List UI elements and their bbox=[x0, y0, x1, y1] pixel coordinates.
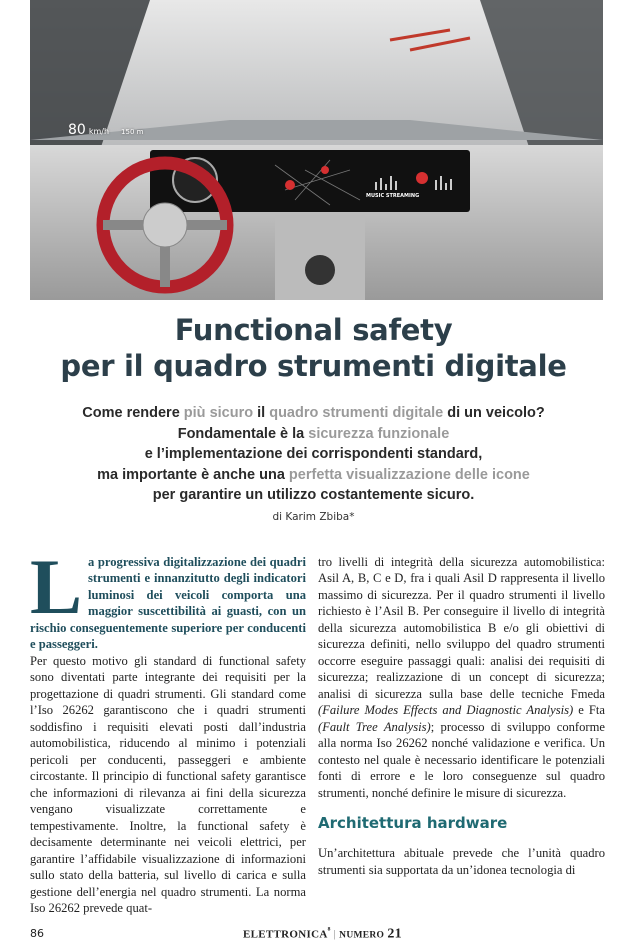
body-paragraph bbox=[318, 554, 605, 802]
subtitle-highlight: perfetta visualizzazione delle icone bbox=[289, 467, 530, 483]
article-body bbox=[0, 554, 627, 917]
magazine-name: ELETTRONICA bbox=[243, 928, 328, 940]
subtitle-highlight: più sicuro bbox=[184, 405, 253, 421]
footer-divider: | bbox=[334, 928, 337, 940]
hud-distance: 150 m bbox=[121, 128, 143, 136]
magazine-footer bbox=[243, 925, 402, 943]
column-left bbox=[30, 554, 306, 917]
body-italic: (Failure Modes Effects and Diagnostic Analysis) bbox=[318, 703, 573, 717]
article-title bbox=[0, 312, 627, 384]
column-right bbox=[318, 554, 605, 879]
body-text: tro livelli di integrità della sicurezza automobilistica: Asil A, B, C e D, fra i quali Asil D rappresenta il livello massimo di sicurezza. Per il quadro strumenti il livello richiesto è l’Asil B. Per conseguire il livello di integrità della sicurezza automobilistica B e/o gli obiettivi di sicurezza definiti, nello sviluppo del quadro strumenti occorre eseguire passaggi quali: analisi dei requisiti di sicurezza; realizzazione di un concept di sicurezza; analisi di sicurezza sulla base delle tecniche Fmeda bbox=[318, 555, 605, 701]
subtitle-highlight: quadro strumenti digitale bbox=[269, 405, 443, 421]
hud-readout bbox=[68, 122, 143, 138]
hud-speed: 80 bbox=[68, 122, 86, 138]
author-byline: di Karim Zbiba* bbox=[0, 510, 627, 524]
issue-label: NUMERO bbox=[339, 930, 384, 940]
body-text: e Fta bbox=[573, 703, 605, 717]
body-text: ; processo di sviluppo conforme alla norma Iso 26262 nonché validazione e verifica. Un contesto nel quale è necessario identificare le potenziali fonti di errore e le loro conseguenze sul quadro strumenti, nonché definire le misure di sicurezza. bbox=[318, 720, 605, 800]
title-line-2: per il quadro strumenti digitale bbox=[0, 348, 627, 384]
subtitle-text: il bbox=[253, 405, 269, 421]
body-paragraph: Un’architettura abituale prevede che l’unità quadro strumenti sia supportata da un’idonea tecnologia di bbox=[318, 845, 605, 878]
lead-paragraph: a progressiva digitalizzazione dei quadri strumenti e innanzitutto degli indicatori luminosi dei veicoli comporta una maggior suscettibilità ai guasti, con un rischio conseguentemente superiore per conducenti e passeggeri. bbox=[30, 554, 306, 653]
section-heading: Architettura hardware bbox=[318, 814, 605, 833]
page-number: 86 bbox=[30, 927, 243, 940]
subtitle-text: di un veicolo? bbox=[443, 405, 545, 421]
magazine-mark: ⁸ bbox=[328, 925, 331, 935]
drop-cap: L bbox=[30, 558, 82, 616]
body-paragraph: Per questo motivo gli standard di functional safety sono diventati parte integrante dei requisiti per la progettazione di quadri strumenti. Gli standard come l’Iso 26262 garantiscono che i quadri strumenti soddisfino i requisiti elevati posti dall’industria automobilistica, riducendo al minimo i potenziali pericoli per conducenti, passeggeri e ambiente circostante. Il principio di functional safety garantisce che informazioni di rilevanza ai fini della sicurezza vengano visualizzate correttamente e tempestivamente. Inoltre, la functional safety è decisamente determinante nei veicoli elettrici, per garantire l’affidabile visualizzazione di informazioni sullo stato della batteria, sul livello di carica e sulla gestione dell’energia nel quadro strumenti. La norma Iso 26262 prevede quat- bbox=[30, 653, 306, 917]
subtitle-text: per garantire un utilizzo costantemente sicuro. bbox=[0, 485, 627, 506]
screen-music-label: MUSIC STREAMING bbox=[366, 193, 419, 199]
subtitle-text: e l’implementazione dei corrispondenti standard, bbox=[0, 444, 627, 465]
subtitle-text: Fondamentale è la bbox=[178, 426, 309, 442]
hero-image bbox=[30, 0, 603, 300]
hud-speed-unit: km/h bbox=[89, 127, 109, 136]
subtitle-highlight: sicurezza funzionale bbox=[308, 426, 449, 442]
page-footer bbox=[0, 917, 627, 952]
issue-number: 21 bbox=[387, 926, 402, 941]
title-line-1: Functional safety bbox=[0, 312, 627, 348]
article-subtitle bbox=[0, 403, 627, 506]
subtitle-text: ma importante è anche una bbox=[97, 467, 289, 483]
body-italic: (Fault Tree Analysis) bbox=[318, 720, 431, 734]
subtitle-text: Come rendere bbox=[82, 405, 184, 421]
